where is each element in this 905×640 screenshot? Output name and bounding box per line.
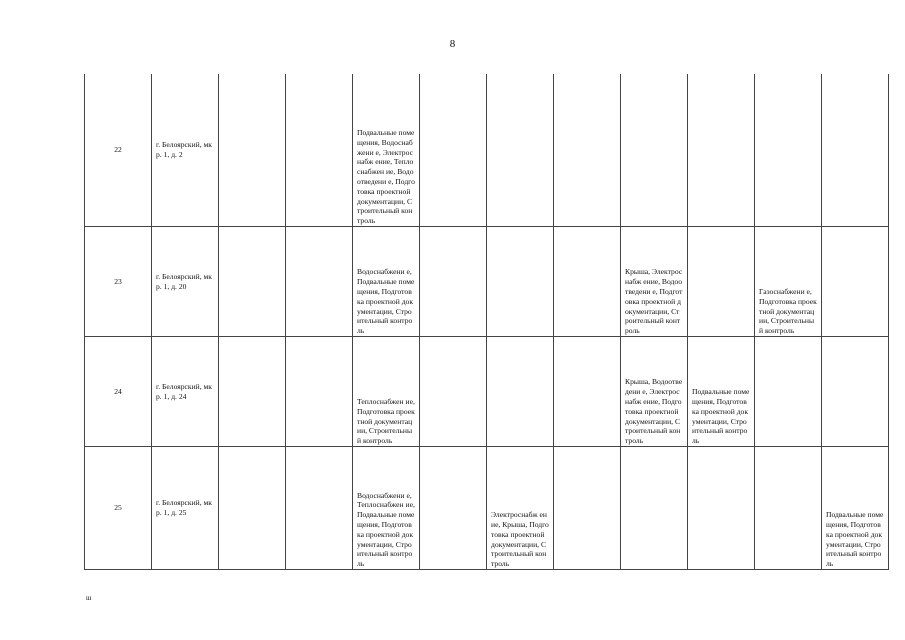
table-cell — [420, 337, 487, 447]
row-number: 22 — [85, 74, 152, 227]
work-types-cell: Теплоснабжен ие, Подготовка проектной документации, Строительный контроль — [353, 337, 420, 447]
table-cell — [420, 74, 487, 227]
table-cell — [286, 227, 353, 337]
address-cell: г. Белоярский, мкр. 1, д. 20 — [152, 227, 219, 337]
work-types-cell: Крыша, Электроснабж ение, Водоотведени е, Подготовка проектной документации, Строительный контроль — [621, 227, 688, 337]
repair-schedule-table — [84, 74, 889, 570]
work-types-cell: Подвальные помещения, Водоснабжени е, Электроснабж ение, Теплоснабжен ие, Водоотведени е, Подготовка проектной документации, Строительный контроль — [353, 74, 420, 227]
row-number: 25 — [85, 447, 152, 570]
table-row — [85, 337, 889, 447]
work-types-cell: Подвальные помещения, Подготовка проектной документации, Строительный контроль — [822, 447, 889, 570]
table-cell — [554, 227, 621, 337]
table-cell — [420, 227, 487, 337]
table-cell — [219, 337, 286, 447]
table-row — [85, 447, 889, 570]
table-cell — [688, 74, 755, 227]
table-row — [85, 74, 889, 227]
table-cell — [621, 74, 688, 227]
address-cell: г. Белоярский, мкр. 1, д. 24 — [152, 337, 219, 447]
work-types-cell: Крыша, Водоотведени е, Электроснабж ение, Подготовка проектной документации, Строительный контроль — [621, 337, 688, 447]
work-types-cell: Газоснабжени е, Подготовка проектной документации, Строительный контроль — [755, 227, 822, 337]
table-cell — [755, 337, 822, 447]
work-types-cell: Водоснабжени е, Подвальные помещения, Подготовка проектной документации, Строительный контроль — [353, 227, 420, 337]
table-cell — [554, 337, 621, 447]
table-cell — [621, 447, 688, 570]
table-cell — [219, 447, 286, 570]
row-number: 23 — [85, 227, 152, 337]
table-cell — [286, 337, 353, 447]
table-cell — [487, 74, 554, 227]
table-cell — [755, 74, 822, 227]
address-cell: г. Белоярский, мкр. 1, д. 25 — [152, 447, 219, 570]
table-cell — [688, 447, 755, 570]
page-number: 8 — [449, 38, 456, 50]
table-cell — [286, 447, 353, 570]
table-cell — [286, 74, 353, 227]
table-row — [85, 227, 889, 337]
work-types-cell: Электроснабж ение, Крыша, Подготовка проектной документации, Строительный контроль — [487, 447, 554, 570]
table-cell — [420, 447, 487, 570]
table-cell — [219, 227, 286, 337]
footer-mark: ш — [86, 594, 92, 602]
table-cell — [554, 447, 621, 570]
table-cell — [755, 447, 822, 570]
work-types-cell: Подвальные помещения, Подготовка проектной документации, Строительный контроль — [688, 337, 755, 447]
work-types-cell: Водоснабжени е, Теплоснабжен ие, Подвальные помещения, Подготовка проектной документации, Строительный контроль — [353, 447, 420, 570]
table-cell — [487, 227, 554, 337]
table-cell — [554, 74, 621, 227]
table-cell — [822, 227, 889, 337]
row-number: 24 — [85, 337, 152, 447]
table-cell — [822, 337, 889, 447]
table-cell — [822, 74, 889, 227]
table-cell — [487, 337, 554, 447]
table-cell — [219, 74, 286, 227]
address-cell: г. Белоярский, мкр. 1, д. 2 — [152, 74, 219, 227]
table-cell — [688, 227, 755, 337]
